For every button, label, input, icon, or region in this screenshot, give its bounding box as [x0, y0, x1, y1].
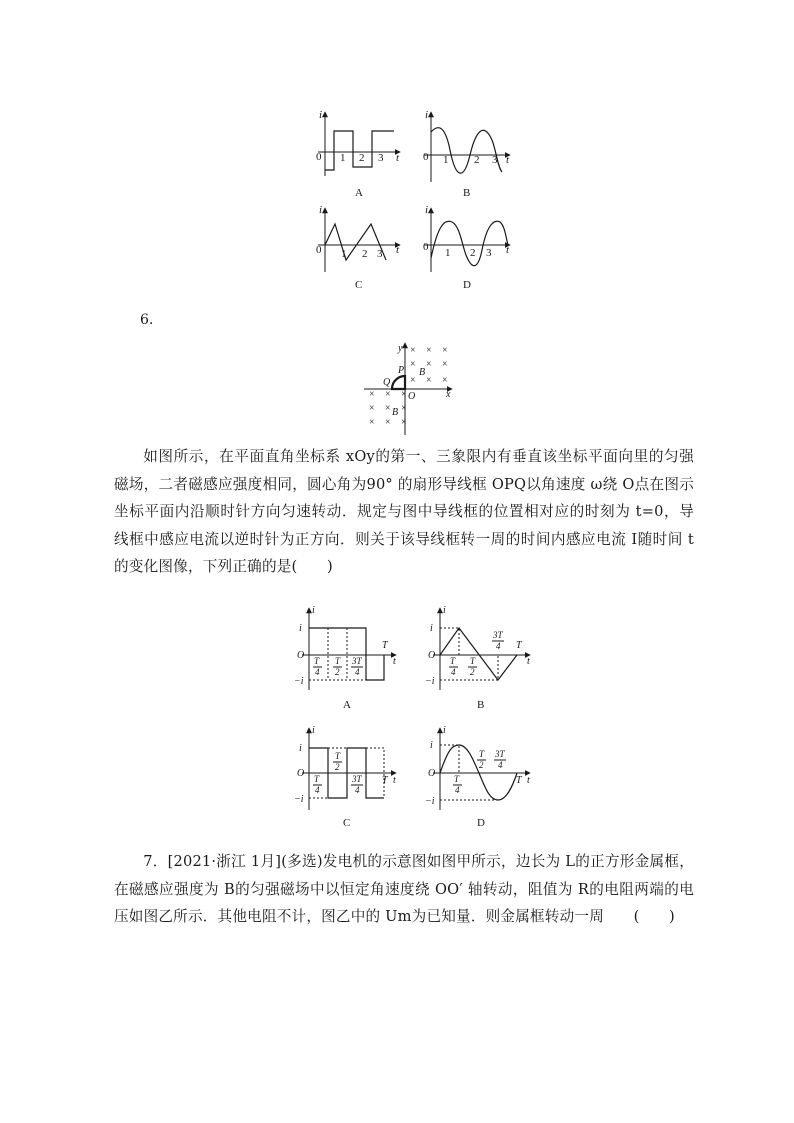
svg-text:t: t — [527, 775, 530, 786]
svg-text:3: 3 — [377, 248, 383, 260]
svg-text:i: i — [425, 109, 429, 121]
q5-label-b: B — [463, 187, 471, 199]
field-cross-mark: × — [410, 375, 416, 386]
svg-text:i: i — [319, 204, 323, 216]
q5-a-o: 0 — [316, 151, 322, 163]
field-cross-mark: × — [426, 375, 432, 386]
svg-text:−i: −i — [425, 796, 435, 807]
svg-text:t: t — [393, 656, 396, 667]
svg-text:i: i — [443, 605, 446, 616]
q5-options-figure — [0, 0, 794, 300]
field-cross-mark: × — [369, 403, 375, 414]
svg-text:O: O — [297, 768, 305, 779]
q5-d-curve — [431, 221, 508, 265]
svg-text:2: 2 — [470, 667, 475, 677]
svg-text:4: 4 — [455, 785, 460, 795]
field-cross-mark: × — [369, 389, 375, 400]
q6-q-label: Q — [383, 377, 391, 388]
svg-text:2: 2 — [479, 760, 484, 770]
svg-text:T: T — [516, 640, 522, 651]
q5-graph-a — [316, 109, 400, 199]
q6-number: 6. — [140, 312, 154, 328]
q5-a-t: t — [396, 152, 400, 164]
svg-text:−i: −i — [294, 794, 304, 805]
svg-text:T: T — [454, 774, 460, 784]
svg-text:i: i — [299, 623, 302, 634]
svg-text:3: 3 — [486, 247, 492, 259]
svg-text:4: 4 — [496, 641, 501, 651]
svg-text:T: T — [314, 656, 320, 666]
svg-text:1: 1 — [341, 248, 347, 260]
q5-a-t3: 3 — [378, 152, 384, 164]
svg-text:O: O — [428, 650, 436, 661]
svg-text:2: 2 — [470, 247, 476, 259]
q5-label-c: C — [355, 279, 363, 291]
q6-label-b: B — [477, 699, 485, 711]
field-cross-mark: × — [410, 345, 416, 356]
svg-text:2: 2 — [474, 154, 480, 166]
svg-text:−i: −i — [425, 676, 435, 687]
q6-o-label: O — [408, 391, 416, 402]
svg-text:0: 0 — [316, 244, 322, 256]
svg-text:2: 2 — [335, 762, 340, 772]
q5-a-curve — [325, 131, 394, 170]
svg-text:t: t — [506, 244, 510, 256]
svg-text:T: T — [479, 749, 485, 759]
svg-text:i: i — [430, 623, 433, 634]
field-cross-mark: × — [442, 359, 448, 370]
field-cross-mark: × — [442, 345, 448, 356]
q5-graph-b — [423, 109, 510, 199]
q5-label-a: A — [355, 187, 363, 199]
q5-graph-d — [423, 204, 510, 291]
svg-text:i: i — [312, 605, 315, 616]
field-cross-mark: × — [369, 417, 375, 428]
q6-label-d: D — [477, 817, 485, 829]
q5-a-t2: 2 — [359, 152, 365, 164]
svg-text:T: T — [516, 775, 522, 786]
svg-text:T: T — [470, 656, 476, 666]
svg-text:4: 4 — [315, 785, 320, 795]
svg-text:t: t — [527, 656, 530, 667]
svg-text:i: i — [425, 204, 429, 216]
q6-b2-label: B — [392, 407, 399, 418]
field-cross-mark: × — [442, 375, 448, 386]
svg-text:4: 4 — [355, 785, 360, 795]
svg-text:3T: 3T — [352, 656, 362, 666]
field-cross-mark: × — [385, 403, 391, 414]
svg-text:4: 4 — [498, 760, 503, 770]
svg-text:T: T — [335, 656, 341, 666]
q7-question-text: 7．[2021·浙江 1月](多选)发电机的示意图如图甲所示，边长为 L的正方形金属框，在磁感应强度为 B的匀强磁场中以恒定角速度绕 OO′ 轴转动，阻值为 R的电阻两端的电压如图乙所示．其他电阻不计，图乙中的 Um为已知量．则金属框转动一周 ( ) — [114, 853, 694, 925]
svg-text:O: O — [297, 650, 305, 661]
svg-text:i: i — [443, 725, 446, 736]
svg-text:t: t — [396, 244, 400, 256]
field-cross-mark: × — [401, 403, 407, 414]
q6-sector-frame — [392, 376, 405, 389]
svg-text:3T: 3T — [352, 774, 362, 784]
svg-text:2: 2 — [335, 667, 340, 677]
svg-text:1: 1 — [445, 247, 451, 259]
q6-y-label: y — [398, 343, 403, 354]
svg-text:i: i — [299, 743, 302, 754]
svg-text:0: 0 — [423, 151, 429, 163]
svg-text:i: i — [312, 725, 315, 736]
field-cross-mark: × — [385, 389, 391, 400]
q5-graph-c — [316, 204, 400, 291]
svg-text:2: 2 — [362, 248, 368, 260]
svg-text:T: T — [335, 751, 341, 761]
svg-text:T: T — [382, 640, 388, 651]
svg-text:4: 4 — [451, 667, 456, 677]
q6-field-figure — [0, 335, 794, 455]
field-cross-mark: × — [410, 359, 416, 370]
q6-graph-a — [294, 605, 396, 711]
svg-text:O: O — [428, 768, 436, 779]
svg-text:−i: −i — [294, 676, 304, 687]
q5-a-i: i — [319, 109, 323, 121]
q6-options-figure — [0, 600, 794, 840]
q5-label-d: D — [463, 279, 471, 291]
q6-label-c: C — [343, 817, 351, 829]
svg-text:t: t — [393, 775, 396, 786]
q6-graph-d — [425, 725, 530, 829]
svg-text:4: 4 — [355, 667, 360, 677]
field-cross-mark: × — [426, 359, 432, 370]
svg-text:T: T — [450, 656, 456, 666]
field-cross-mark: × — [401, 389, 407, 400]
field-cross-mark: × — [401, 417, 407, 428]
svg-text:1: 1 — [443, 154, 449, 166]
svg-text:i: i — [430, 740, 433, 751]
q6-graph-b — [425, 605, 530, 711]
q5-a-t1: 1 — [340, 152, 346, 164]
q6-label-a: A — [343, 699, 351, 711]
q6-x-label: x — [446, 389, 451, 400]
svg-text:T: T — [382, 775, 388, 786]
q5-b-curve — [431, 128, 502, 173]
svg-text:3: 3 — [492, 154, 498, 166]
svg-text:4: 4 — [315, 667, 320, 677]
svg-text:T: T — [314, 774, 320, 784]
svg-text:0: 0 — [423, 241, 429, 253]
q6-b1-label: B — [419, 367, 426, 378]
svg-text:t: t — [506, 154, 510, 166]
svg-text:3T: 3T — [495, 749, 505, 759]
field-cross-mark: × — [385, 417, 391, 428]
q6-question-text: 如图所示，在平面直角坐标系 xOy的第一、三象限内有垂直该坐标平面向里的匀强磁场，二者磁感应强度相同，圆心角为90° 的扇形导线框 OPQ以角速度 ω绕 O点在图示坐标平面内沿顺时针方向匀速转动．规定与图中导线框的位置相对应的时刻为 t=0，导线框中感应电流以逆时针为正方向．则关于该导线框转一周的时间内感应电流 I随时间 t的变化图像，下列正确的是( ) — [114, 448, 694, 575]
q6-p-label: P — [398, 365, 405, 376]
field-cross-mark: × — [426, 345, 432, 356]
q6-graph-c — [294, 725, 396, 829]
svg-text:3T: 3T — [493, 630, 503, 640]
